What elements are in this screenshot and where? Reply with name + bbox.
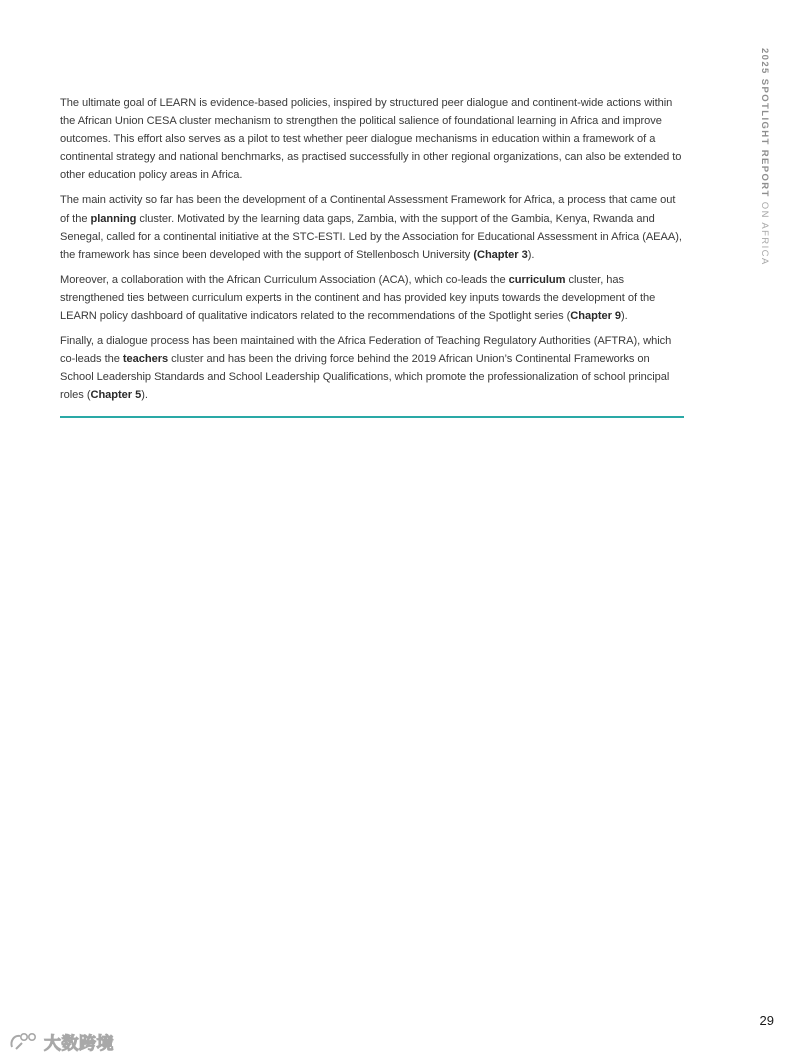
- bold-term: teachers: [122, 353, 169, 366]
- page-number: 29: [759, 1013, 774, 1028]
- text-run: Moreover, a collaboration with the African Curriculum Association (ACA), which co-leads the: [60, 273, 509, 286]
- text-run: ).: [527, 248, 535, 261]
- paragraph: [60, 332, 684, 404]
- paragraph: [60, 94, 684, 184]
- text-run: cluster. Motivated by the learning data gaps, Zambia, with the support of the Gambia, Kenya, Rwanda and Senegal, called for a continental initiative at the STC-ESTI. Led by the Association for Educational Assessment in Africa (AEAA), the framework has since been developed with the support of Stellenbosch University: [60, 212, 682, 261]
- running-header: [759, 48, 770, 266]
- text-run: cluster and has been the driving force behind the 2019 African Union’s Continental Frameworks on School Leadership Standards and School Leadership Qualifications, which promote the professionalization of school principal roles (: [60, 353, 670, 402]
- text-run: ).: [141, 389, 148, 402]
- watermark-logo-icon: [8, 1031, 42, 1051]
- paragraph: [60, 271, 684, 325]
- chapter-reference: Chapter 9: [570, 310, 621, 323]
- text-run: Finally, a dialogue process has been maintained with the Africa Federation of Teaching Regulatory Authorities (AFTRA), which co-leads the: [60, 335, 672, 366]
- text-run: cluster, has strengthened ties between curriculum experts in the continent and has provided key inputs towards the development of the LEARN policy dashboard of qualitative indicators related to the recommendations of the Spotlight series (: [60, 273, 656, 323]
- bold-term: curriculum: [508, 273, 566, 286]
- text-run: The ultimate goal of LEARN is evidence-based policies, inspired by structured peer dialogue and continent-wide actions within the African Union CESA cluster mechanism to strengthen the political salience of foundational learning in Africa and improve outcomes. This effort also serves as a pilot to test whether peer dialogue mechanisms in education within a framework of a continental strategy and national benchmarks, as practised successfully in other regional organizations, can also be extended to other education policy areas in Africa.: [60, 97, 682, 182]
- watermark: [8, 1030, 114, 1052]
- watermark-text: 大数跨境: [44, 1033, 114, 1054]
- chapter-reference: Chapter 5: [90, 389, 142, 402]
- chapter-reference: (Chapter 3: [473, 248, 528, 261]
- body-text: [60, 94, 684, 412]
- text-run: The main activity so far has been the development of a Continental Assessment Framework for Africa, a process that came out of the: [60, 194, 676, 225]
- bold-term: planning: [90, 212, 137, 225]
- text-run: ).: [621, 310, 628, 323]
- paragraph: [60, 191, 684, 263]
- running-header-title: 2025 SPOTLIGHT REPORT: [759, 48, 770, 198]
- section-divider: [60, 416, 684, 418]
- running-header-subtitle: ON AFRICA: [759, 197, 770, 266]
